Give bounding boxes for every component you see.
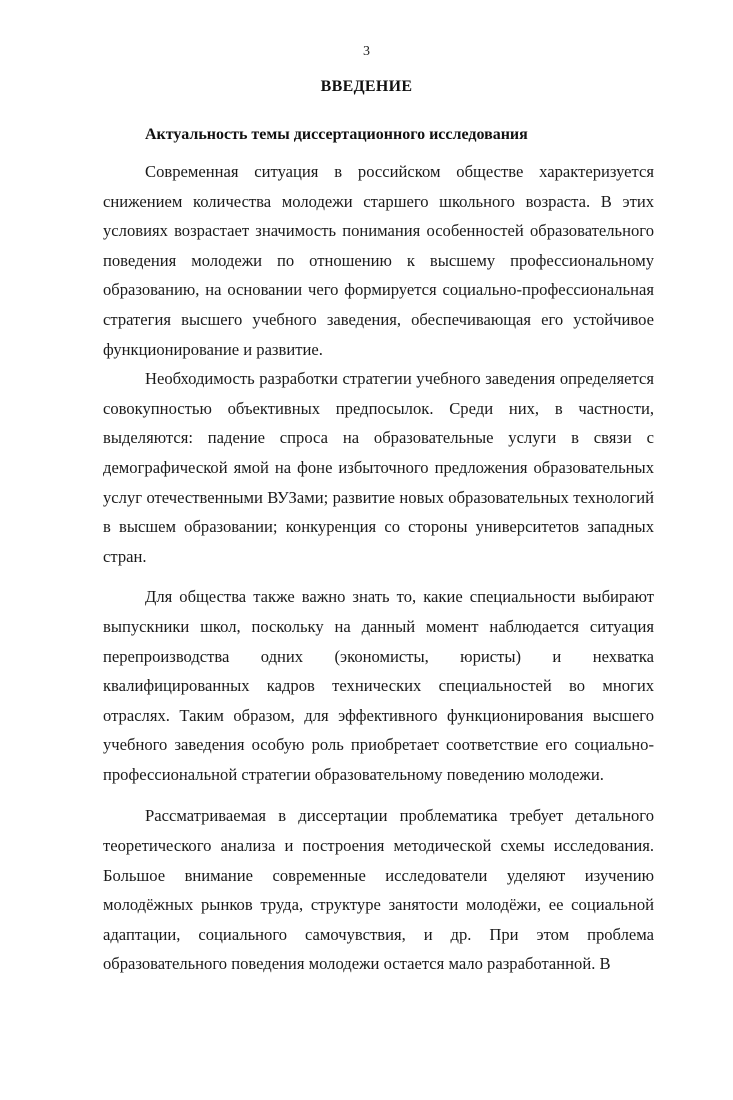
paragraph: Для общества также важно знать то, какие специальности выбирают выпускники школ, поскольку на данный момент наблюдается ситуация перепроизводства одних (экономисты, юристы) и нехватка квалифицированных кадров технических специальностей во многих отраслях. Таким образом, для эффективного функционирования высшего учебного заведения особую роль приобретает соответствие его социально-профессиональной стратегии образовательному поведению молодежи. [103, 587, 654, 784]
section-subheading: Актуальность темы диссертационного исследования [145, 126, 528, 143]
page-heading: ВВЕДЕНИЕ [320, 78, 413, 95]
body-text [103, 146, 654, 979]
page-number: 3 [363, 44, 370, 59]
paragraph: Современная ситуация в российском обществе характеризуется снижением количества молодежи старшего школьного возраста. В этих условиях возрастает значимость понимания особенностей образовательного поведения молодежи по отношению к высшему профессиональному образованию, на основании чего формируется социально-профессиональная стратегия высшего учебного заведения, обеспечивающая его устойчивое функционирование и развитие. [103, 162, 654, 359]
paragraph: Необходимость разработки стратегии учебного заведения определяется совокупностью объективных предпосылок. Среди них, в частности, выделяются: падение спроса на образовательные услуги в связи с демографической ямой на фоне избыточного предложения образовательных услуг отечественными ВУЗами; развитие новых образовательных технологий в высшем образовании; конкуренция со стороны университетов западных стран. [103, 369, 654, 566]
paragraph: Рассматриваемая в диссертации проблематика требует детального теоретического анализа и построения методической схемы исследования. Большое внимание современные исследователи уделяют изучению молодёжных рынков труда, структуре занятости молодёжи, ее социальной адаптации, социального самочувствия, и др. При этом проблема образовательного поведения молодежи остается мало разработанной. В [103, 806, 654, 974]
